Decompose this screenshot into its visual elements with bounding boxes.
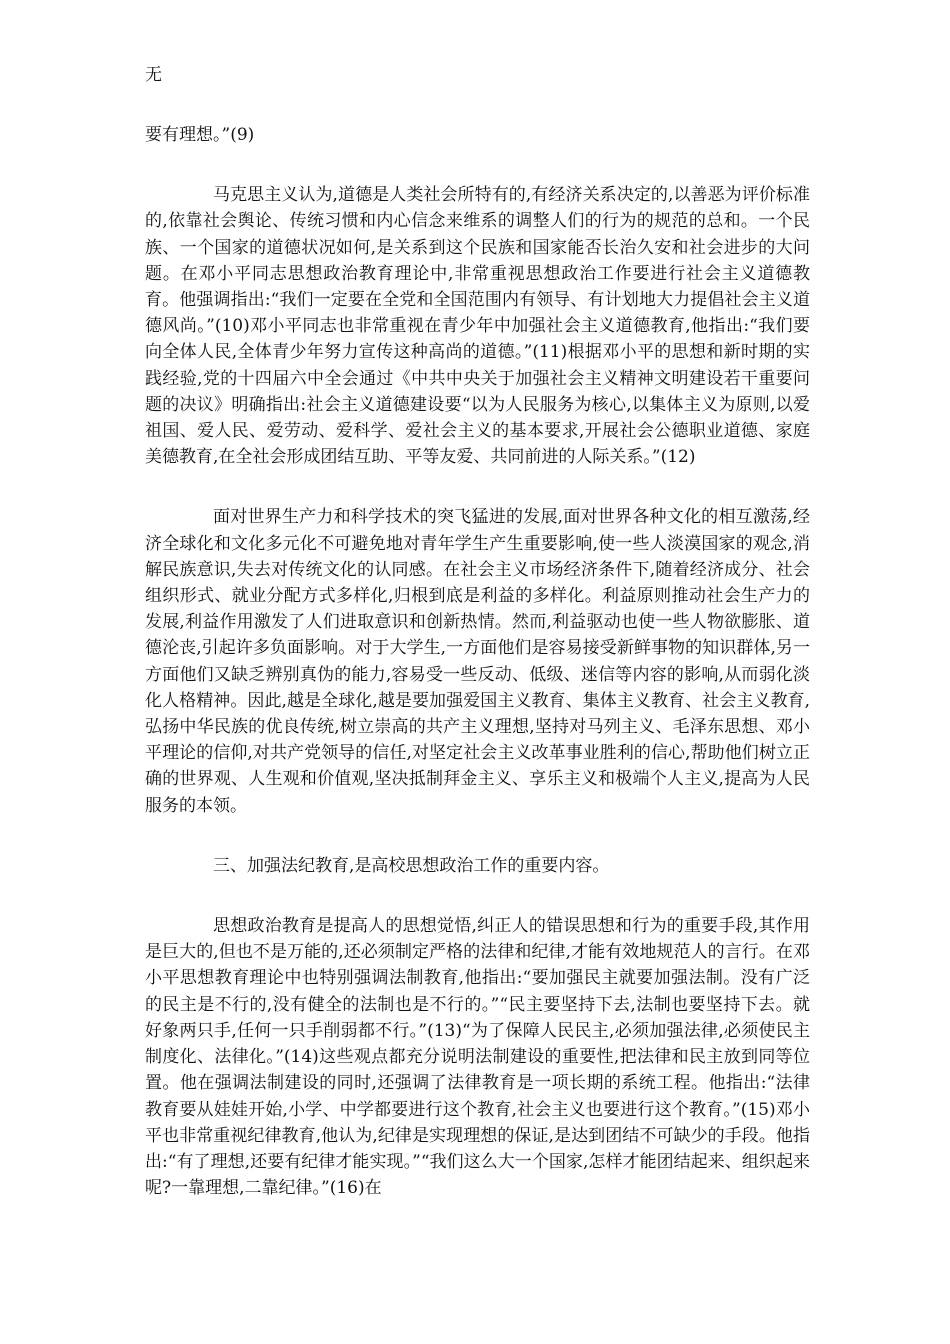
paragraph-moral-education: 马克思主义认为,道德是人类社会所特有的,有经济关系决定的,以善恶为评价标准的,依靠社会舆论、传统习惯和内心信念来维系的调整人们的行为的规范的总和。一个民族、一个国家的道德状况如何,是关系到这个民族和国家能否长治久安和社会进步的大问题。在邓小平同志思想政治教育理论中,非常重视思想政治工作要进行社会主义道德教育。他强调指出:“我们一定要在全党和全国范围内有领导、有计划地大力提倡社会主义道德风尚。”(10)邓小平同志也非常重视在青少年中加强社会主义道德教育,他指出:“我们要向全体人民,全体青少年努力宣传这种高尚的道德。”(11)根据邓小平的思想和新时期的实践经验,党的十四届六中全会通过《中共中央关于加强社会主义精神文明建设若干重要问题的决议》明确指出:社会主义道德建设要“以为人民服务为核心,以集体主义为原则,以爱祖国、爱人民、爱劳动、爱科学、爱社会主义的基本要求,开展社会公德职业道德、家庭美德教育,在全社会形成团结互助、平等友爱、共同前进的人际关系。”(12) (145, 185, 810, 468)
document-page (145, 62, 810, 1235)
paragraph-continuation: 要有理想。”(9) (145, 125, 255, 145)
section-heading-legal-education: 三、加强法纪教育,是高校思想政治工作的重要内容。 (213, 855, 610, 876)
page-header-mark: 无 (145, 65, 162, 85)
paragraph-legal-discipline: 思想政治教育是提高人的思想觉悟,纠正人的错误思想和行为的重要手段,其作用是巨大的,但也不是万能的,还必须制定严格的法律和纪律,才能有效地规范人的言行。在邓小平思想教育理论中也特别强调法制教育,他指出:“要加强民主就要加强法制。没有广泛的民主是不行的,没有健全的法制也是不行的。”“民主要坚持下去,法制也要坚持下去。就好象两只手,任何一只手削弱都不行。”(13)“为了保障人民民主,必须加强法律,必须使民主制度化、法律化。”(14)这些观点都充分说明法制建设的重要性,把法律和民主放到同等位置。他在强调法制建设的同时,还强调了法律教育是一项长期的系统工程。他指出:“法律教育要从娃娃开始,小学、中学都要进行这个教育,社会主义也要进行这个教育。”(15)邓小平也非常重视纪律教育,他认为,纪律是实现理想的保证,是达到团结不可缺少的手段。他指出:“有了理想,还要有纪律才能实现。”“我们这么大一个国家,怎样才能团结起来、组织起来呢?一靠理想,二靠纪律。”(16)在 (145, 916, 810, 1199)
paragraph-globalization: 面对世界生产力和科学技术的突飞猛进的发展,面对世界各种文化的相互激荡,经济全球化和文化多元化不可避免地对青年学生产生重要影响,使一些人淡漠国家的观念,消解民族意识,失去对传统文化的认同感。在社会主义市场经济条件下,随着经济成分、社会组织形式、就业分配方式多样化,归根到底是利益的多样化。利益原则推动社会生产力的发展,利益作用激发了人们进取意识和创新热情。然而,利益驱动也使一些人物欲膨胀、道德沦丧,引起许多负面影响。对于大学生,一方面他们是容易接受新鲜事物的知识群体,另一方面他们又缺乏辨别真伪的能力,容易受一些反动、低级、迷信等内容的影响,从而弱化淡化人格精神。因此,越是全球化,越是要加强爱国主义教育、集体主义教育、社会主义教育,弘扬中华民族的优良传统,树立崇高的共产主义理想,坚持对马列主义、毛泽东思想、邓小平理论的信仰,对共产党领导的信任,对坚定社会主义改革事业胜利的信心,帮助他们树立正确的世界观、人生观和价值观,坚决抵制拜金主义、享乐主义和极端个人主义,提高为人民服务的本领。 (145, 507, 810, 816)
